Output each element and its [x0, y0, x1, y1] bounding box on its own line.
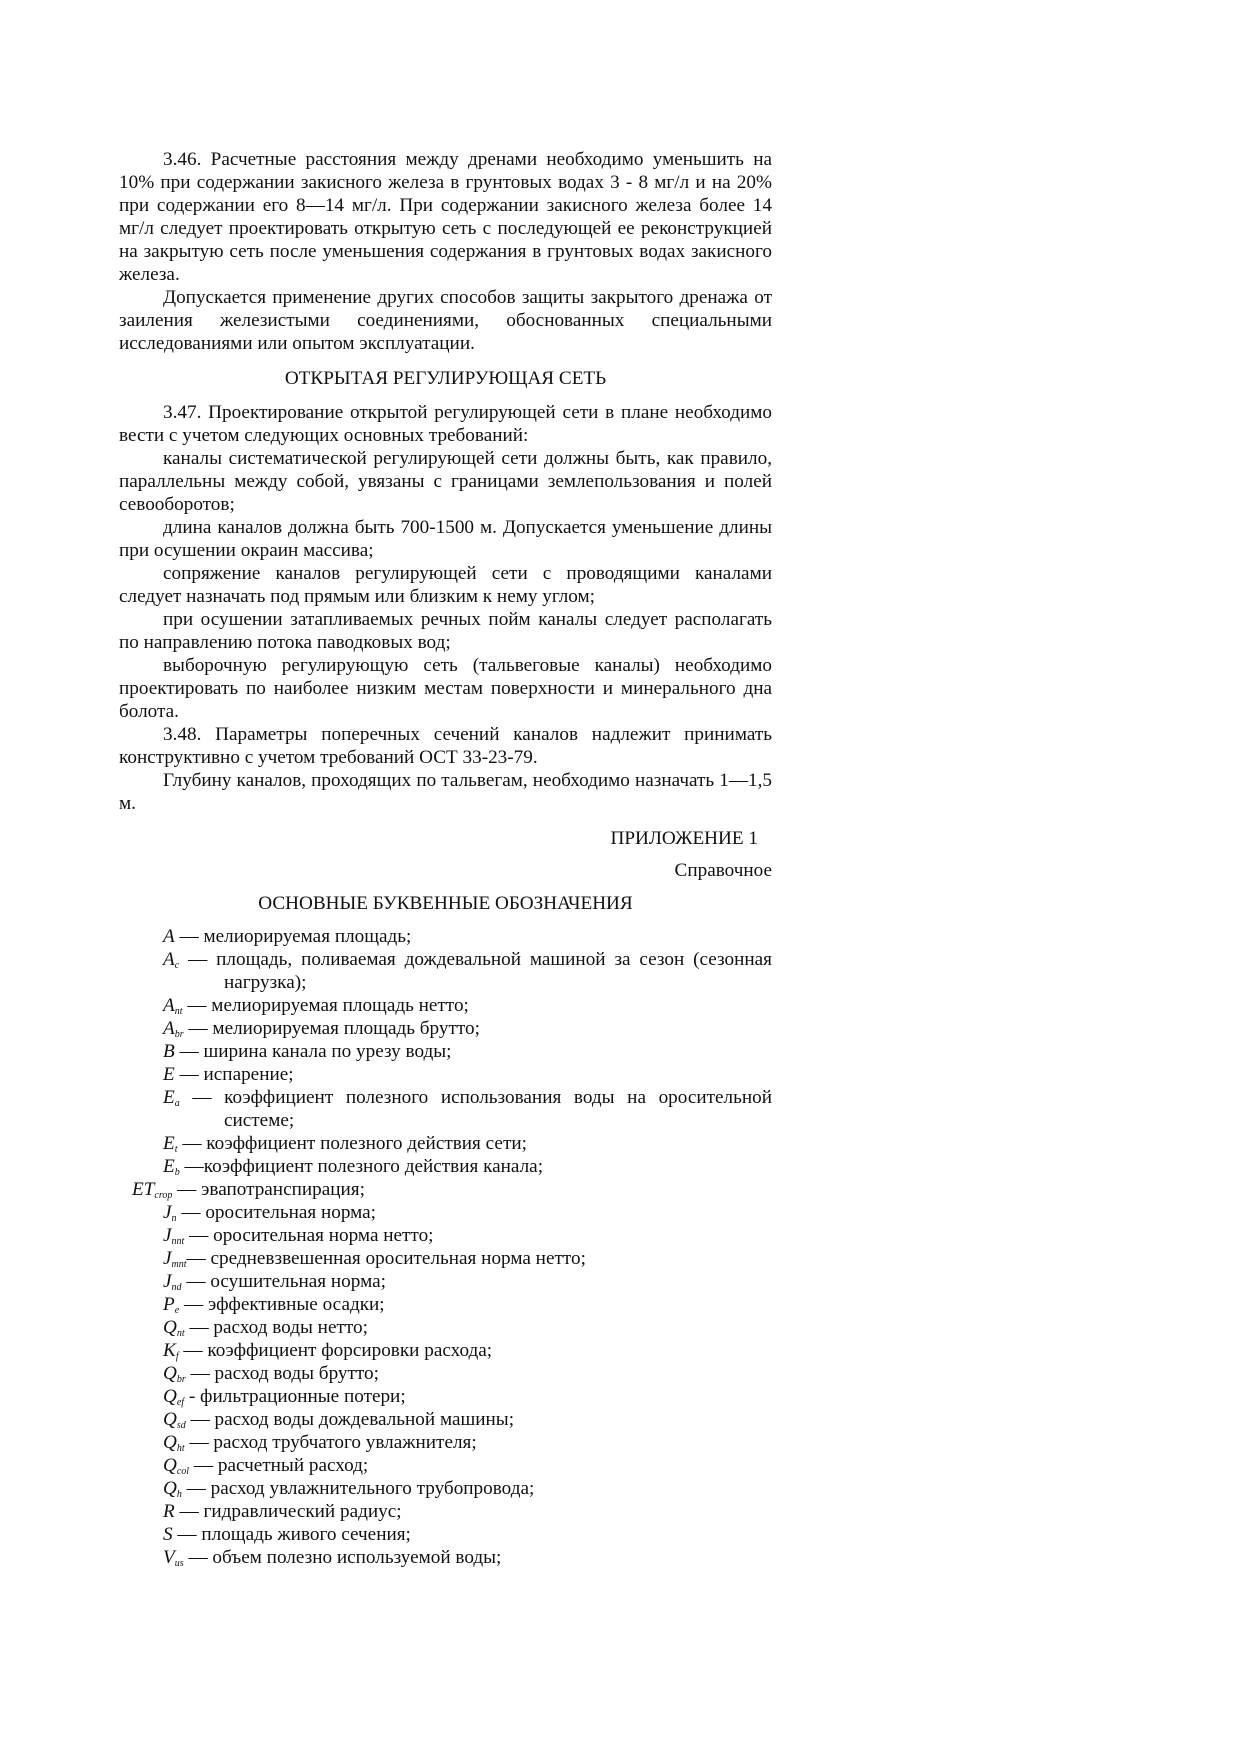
symbol-item [119, 1270, 772, 1293]
symbol-description: — коэффициент полезного использования воды на оросительной системе; [179, 1087, 772, 1131]
symbol-subscript: nt [176, 1328, 185, 1339]
paragraph-3-47-item-floodplain: при осушении затапливаемых речных пойм каналы следует располагать по направлению потока паводковых вод; [119, 609, 772, 653]
symbol-subscript: e [174, 1305, 180, 1316]
symbol-base: Q [163, 1317, 177, 1338]
symbol-base: A [163, 949, 175, 970]
symbol-description: — мелиорируемая площадь; [174, 926, 412, 947]
symbol-description: — коэффициент форсировки расхода; [178, 1340, 493, 1361]
symbol-description: — расчетный расход; [189, 1455, 369, 1476]
symbol-subscript: nt [174, 1006, 183, 1017]
symbol-item [119, 1316, 772, 1339]
symbol-item [119, 1201, 772, 1224]
symbol-base: E [163, 1156, 175, 1177]
symbol-subscript: crop [154, 1190, 173, 1201]
symbol-item [119, 1063, 772, 1086]
symbol-subscript: ef [176, 1397, 185, 1408]
symbol-subscript: br [174, 1029, 184, 1040]
paragraph-3-47-item-selective: выборочную регулирующую сеть (тальвеговые каналы) необходимо проектировать по наиболее низким местам поверхности и минерального дна болота. [119, 655, 772, 722]
symbol-item [119, 1224, 772, 1247]
symbol-description: — расход воды брутто; [185, 1363, 379, 1384]
symbol-item [119, 1086, 772, 1132]
symbol-notation [163, 1202, 177, 1223]
symbol-base: J [163, 1248, 172, 1269]
symbol-base: E [163, 1064, 175, 1085]
symbol-description: — испарение; [174, 1064, 294, 1085]
symbol-notation [163, 1087, 180, 1108]
symbol-base: Q [163, 1478, 177, 1499]
symbol-item [119, 994, 772, 1017]
symbol-notation [163, 1409, 186, 1430]
symbol-description: — площадь живого сечения; [172, 1524, 411, 1545]
symbol-description: — эффективные осадки; [179, 1294, 385, 1315]
symbol-base: A [163, 995, 175, 1016]
symbol-notation [163, 1018, 184, 1039]
symbol-base: Q [163, 1455, 177, 1476]
symbol-base: P [163, 1294, 175, 1315]
symbol-notation [163, 995, 183, 1016]
symbol-notation [163, 1248, 187, 1269]
appendix-label: ПРИЛОЖЕНИЕ 1 [610, 828, 758, 849]
symbol-base: A [163, 926, 175, 947]
appendix-subtitle: Справочное [674, 860, 772, 881]
symbol-description: — средневзвешенная оросительная норма нетто; [186, 1248, 586, 1269]
symbol-item [119, 1431, 772, 1454]
symbol-subscript: t [174, 1144, 178, 1155]
symbol-subscript: nd [171, 1282, 182, 1293]
symbol-item [119, 1017, 772, 1040]
symbol-description: — оросительная норма; [176, 1202, 377, 1223]
symbol-item [119, 1385, 772, 1408]
symbol-list [119, 925, 772, 1569]
symbol-subscript: n [171, 1213, 177, 1224]
symbol-base: A [163, 1018, 175, 1039]
symbol-notation [163, 1041, 175, 1062]
symbol-notation [163, 1133, 178, 1154]
symbol-description: — осушительная норма; [181, 1271, 386, 1292]
paragraph-3-47-item-junction: сопряжение каналов регулирующей сети с проводящими каналами следует назначать под прямым или близким к нему углом; [119, 563, 772, 607]
symbol-subscript: a [174, 1098, 180, 1109]
symbol-base: E [163, 1133, 175, 1154]
symbol-item [119, 1155, 772, 1178]
paragraph-3-48-depth: Глубину каналов, проходящих по тальвегам, необходимо назначать 1—1,5 м. [119, 770, 772, 814]
symbol-item [119, 1523, 772, 1546]
symbol-item [119, 1362, 772, 1385]
symbol-notation [163, 949, 179, 970]
symbol-base: J [163, 1225, 172, 1246]
symbol-subscript: f [175, 1351, 179, 1362]
paragraph-3-47-item-length: длина каналов должна быть 700-1500 м. Допускается уменьшение длины при осушении окраин массива; [119, 517, 772, 561]
paragraph-3-47: 3.47. Проектирование открытой регулирующей сети в плане необходимо вести с учетом следующих основных требований: [119, 402, 772, 446]
symbol-subscript: c [174, 960, 180, 971]
symbol-notation [163, 1294, 179, 1315]
paragraph-3-46-continued: Допускается применение других способов защиты закрытого дренажа от заиления железистыми соединениями, обоснованных специальными исследованиями или опытом эксплуатации. [119, 287, 772, 354]
symbol-description: — площадь, поливаемая дождевальной машиной за сезон (сезонная нагрузка); [179, 949, 772, 993]
appendix-title: ОСНОВНЫЕ БУКВЕННЫЕ ОБОЗНАЧЕНИЯ [258, 893, 633, 914]
symbol-base: R [163, 1501, 175, 1522]
symbol-base: K [163, 1340, 176, 1361]
symbol-notation [163, 1271, 182, 1292]
symbol-description: — оросительная норма нетто; [184, 1225, 434, 1246]
symbol-description: — расход воды нетто; [184, 1317, 368, 1338]
paragraph-3-48: 3.48. Параметры поперечных сечений каналов надлежит принимать конструктивно с учетом требований ОСТ 33-23-79. [119, 724, 772, 768]
symbol-description: — расход увлажнительного трубопровода; [181, 1478, 535, 1499]
symbol-item [119, 1454, 772, 1477]
symbol-base: Q [163, 1363, 177, 1384]
symbol-subscript: ht [176, 1443, 185, 1454]
symbol-subscript: b [174, 1167, 180, 1178]
symbol-subscript: col [176, 1466, 190, 1477]
symbol-notation [163, 1317, 185, 1338]
symbol-base: J [163, 1271, 172, 1292]
symbol-subscript: sd [176, 1420, 186, 1431]
symbol-notation [163, 1501, 175, 1522]
symbol-item [119, 1293, 772, 1316]
symbol-base: Q [163, 1386, 177, 1407]
symbol-description: — ширина канала по урезу воды; [174, 1041, 452, 1062]
symbol-description: — объем полезно используемой воды; [183, 1547, 502, 1568]
symbol-item [119, 1546, 772, 1569]
symbol-base: E [163, 1087, 175, 1108]
symbol-description: — коэффициент полезного действия сети; [177, 1133, 527, 1154]
symbol-description: —коэффициент полезного действия канала; [179, 1156, 544, 1177]
symbol-notation [163, 1340, 179, 1361]
symbol-base: Q [163, 1432, 177, 1453]
paragraph-3-46: 3.46. Расчетные расстояния между дренами необходимо уменьшить на 10% при содержании закисного железа в грунтовых водах 3 - 8 мг/л и на 20% при содержании его 8—14 мг/л. При содержании закисного железа более 14 мг/л следует проектировать открытую сеть с последующей ее реконструкцией на закрытую сеть после уменьшения содержания в грунтовых водах закисного железа. [119, 149, 772, 285]
symbol-item [119, 1178, 772, 1201]
symbol-description: — мелиорируемая площадь брутто; [183, 1018, 480, 1039]
symbol-notation [163, 1225, 184, 1246]
paragraph-3-47-item-parallel: каналы систематической регулирующей сети должны быть, как правило, параллельны между собой, увязаны с границами землепользования и полей севооборотов; [119, 448, 772, 515]
symbol-notation [163, 1363, 186, 1384]
symbol-subscript: us [174, 1558, 184, 1569]
symbol-base: ET [132, 1179, 155, 1200]
symbol-subscript: br [176, 1374, 186, 1385]
symbol-item [119, 925, 772, 948]
symbol-description: - фильтрационные потери; [184, 1386, 406, 1407]
symbol-notation [163, 1386, 184, 1407]
symbol-description: — гидравлический радиус; [174, 1501, 402, 1522]
symbol-notation [163, 1156, 180, 1177]
symbol-base: B [163, 1041, 175, 1062]
symbol-item [119, 1339, 772, 1362]
symbol-notation [163, 926, 175, 947]
symbol-description: — эвапотранспирация; [172, 1179, 365, 1200]
symbol-item [119, 1132, 772, 1155]
symbol-subscript: mnt [171, 1259, 187, 1270]
symbol-notation [163, 1064, 175, 1085]
symbol-subscript: nnt [171, 1236, 185, 1247]
symbol-base: J [163, 1202, 172, 1223]
symbol-subscript: h [176, 1489, 182, 1500]
symbol-notation [163, 1547, 184, 1568]
symbol-notation [163, 1432, 185, 1453]
symbol-base: Q [163, 1409, 177, 1430]
symbol-item [119, 1040, 772, 1063]
symbol-notation [163, 1524, 173, 1545]
symbol-base: V [163, 1547, 175, 1568]
symbol-notation [163, 1455, 189, 1476]
symbol-item [119, 1408, 772, 1431]
section-heading-open-network: ОТКРЫТАЯ РЕГУЛИРУЮЩАЯ СЕТЬ [284, 368, 607, 389]
symbol-item [119, 1477, 772, 1500]
symbol-item [119, 1500, 772, 1523]
symbol-description: — расход воды дождевальной машины; [185, 1409, 515, 1430]
symbol-description: — мелиорируемая площадь нетто; [182, 995, 469, 1016]
symbol-base: S [163, 1524, 173, 1545]
document-page [119, 148, 772, 1569]
symbol-notation [132, 1179, 172, 1200]
symbol-item [119, 948, 772, 994]
symbol-notation [163, 1478, 182, 1499]
symbol-description: — расход трубчатого увлажнителя; [184, 1432, 477, 1453]
symbol-item [119, 1247, 772, 1270]
